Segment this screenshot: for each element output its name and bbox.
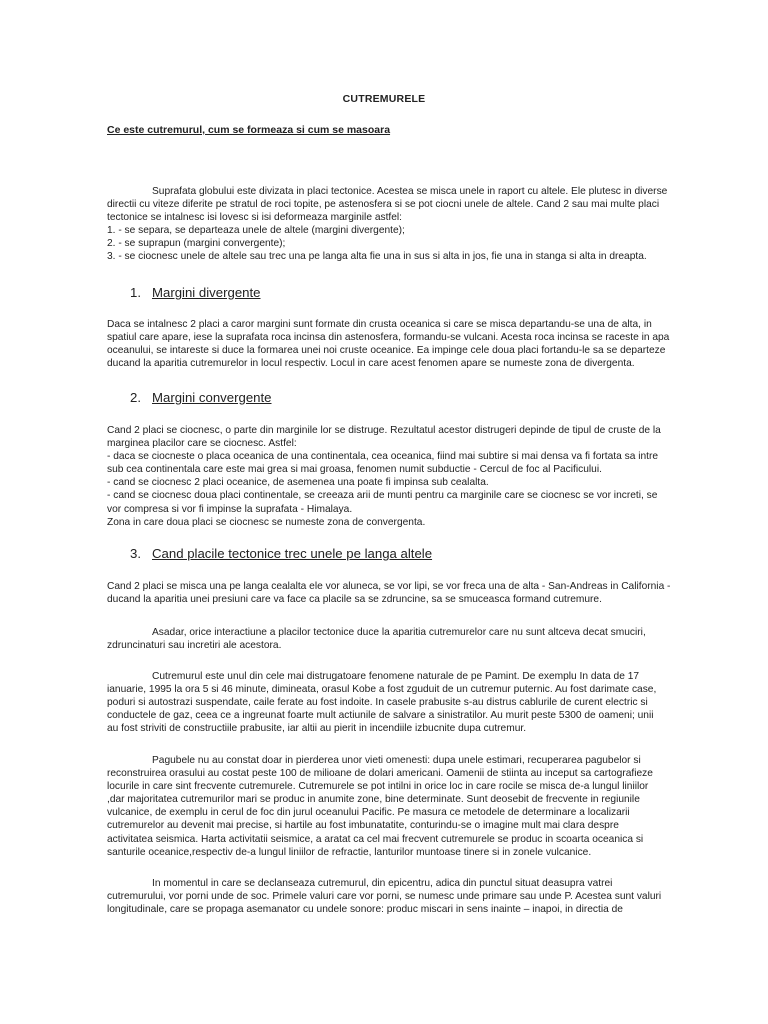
section-title: Margini convergente — [152, 390, 272, 405]
section-number: 3. — [130, 546, 141, 561]
text-line: tectonice se intalnesc isi lovesc si isi deformeaza marginile astfel: — [107, 212, 402, 224]
paragraph — [107, 877, 692, 916]
text-line: ducand la aparitia unei presiuni care va face ca placile sa se zdruncine, sa se smuceasca formand cutremure. — [107, 594, 602, 606]
list-item: 2. - se suprapun (margini convergente); — [107, 238, 286, 250]
text-line: au fost striviti de constructiile prabusite, iar altii au pierit in incendiile izbucnite dupa cutremur. — [107, 723, 527, 735]
text-line: activitatea seismica. Harta activitatii seismice, a aratat ca cel mai frecvent cutremurele se produc in scoarta oceanica si — [107, 833, 644, 845]
text-line: conductele de gaz, ceea ce a ingreunat foarte mult actiunile de salvare a sinistratilor. Au murit peste 5300 de oameni; unii — [107, 710, 654, 722]
section-title: Margini divergente — [152, 285, 261, 300]
document-subtitle: Ce este cutremurul, cum se formeaza si cum se masoara — [107, 124, 391, 136]
text-line: poduri si autostrazi suspendate, caile ferate au fost indoite. In casele prabusite s-au distrus cablurile de curent electric si — [107, 697, 648, 709]
text-line: Zona in care doua placi se ciocnesc se numeste zona de convergenta. — [107, 516, 426, 528]
section-title: Cand placile tectonice trec unele pe langa altele — [152, 546, 433, 561]
text-line: longitudinale, care se propaga asemanator cu undele sonore: produc miscari in sens inainte – inapoi, in directia de — [107, 904, 623, 916]
text-line: ianuarie, 1995 la ora 5 si 46 minute, dimineata, orasul Kobe a fost zguduit de un cutremur puternic. Au fost darimate case, — [107, 684, 657, 696]
text-line: vor compresa si vor fi impinse la suprafata - Himalaya. — [107, 503, 353, 515]
section-body — [107, 424, 692, 529]
text-line: sub cea continentala care este mai grea si mai groasa, fenomen numit subductie - Cercul de foc al Pacificului. — [107, 464, 602, 476]
intro-paragraph — [107, 185, 692, 264]
text-line: vulcanice, de exemplu in cerul de foc din jurul oceanului Pacific. Pe masura ce metodele de determinare a localizarii — [107, 807, 630, 819]
list-item: 1. - se separa, se departeaza unele de altele (margini divergente); — [107, 225, 405, 237]
text-line: ducand la aparitia cutremurelor in locul respectiv. Locul in care acest fenomen apare se numeste zona de divergenta. — [107, 358, 635, 370]
text-line: locurile in care sint frecvente cutremurele. Cutremurele se pot intilni in orice loc in care rocile se misca de-a lungul liniilor — [107, 781, 649, 793]
text-line: - daca se ciocneste o placa oceanica de una continentala, cea oceanica, fiind mai subtire si mai densa va fi fortata sa intre — [107, 451, 659, 463]
section-heading — [130, 285, 261, 300]
text-line: reconstruirea orasului au costat peste 100 de milioane de dolari americani. Oamenii de stiinta au inceput sa cartografieze — [107, 768, 653, 780]
document-title: CUTREMURELE — [342, 93, 426, 105]
section-heading — [130, 546, 432, 561]
section-body — [107, 580, 692, 606]
text-line: Cand 2 placi se ciocnesc, o parte din marginile lor se distruge. Rezultatul acestor distrugeri depinde de tipul de cruste de la — [107, 425, 661, 436]
paragraph — [107, 670, 692, 735]
text-line: In momentul in care se declanseaza cutremurul, din epicentru, adica din punctul situat deasupra vatrei — [152, 878, 613, 889]
text-line: santurile oceanice,respectiv de-a lungul liniilor de refractie, lanturilor muntoase tinere si in zonele vulcanice. — [107, 846, 592, 858]
text-line: ,dar majoritatea cutremurilor mari se produc in anumite zone, bine determinate. Sunt deosebit de frecvente in regiunile — [107, 794, 640, 806]
paragraph — [107, 754, 692, 859]
text-line: cutremurelor au devenit mai precise, si hartile au fost imbunatatite, conturindu-se o imagine mult mai clara despre — [107, 820, 619, 832]
section-heading — [130, 390, 272, 405]
section-number: 2. — [130, 390, 141, 405]
text-line: Suprafata globului este divizata in placi tectonice. Acestea se misca unele in raport cu altele. Ele plutesc in diverse — [152, 186, 668, 197]
section-body — [107, 318, 692, 370]
text-line: spatiul care apare, iese la suprafata roca incinsa din astenosfera, formandu-se vulcani. Acesta roca incinsa se raceste in apa — [107, 332, 670, 344]
text-line: - cand se ciocnesc 2 placi oceanice, de asemenea una poate fi impinsa sub cealalta. — [107, 477, 489, 489]
list-item: 3. - se ciocnesc unele de altele sau trec una pe langa alta fie una in sus si alta in jos, fie una in stanga si alta in dreapta. — [107, 251, 647, 263]
text-line: oceanului, se intareste si duce la formarea unei noi cruste oceanice. Ea impinge cele doua placi fortandu-le sa se departeze — [107, 345, 666, 357]
text-line: Cand 2 placi se misca una pe langa cealalta ele vor aluneca, se vor lipi, se vor freca una de alta - San-Andreas in California - — [107, 581, 671, 592]
text-line: Daca se intalnesc 2 placi a caror margini sunt formate din crusta oceanica si care se misca departandu-se una de alta, in — [107, 319, 652, 330]
text-line: marginea placilor care se ciocnesc. Astfel: — [107, 438, 297, 450]
text-line: zdruncinaturi sau incretiri ale acestora. — [107, 640, 282, 652]
section-number: 1. — [130, 285, 141, 300]
text-line: Pagubele nu au constat doar in pierderea unor vieti omenesti: dupa unele estimari, recuperarea pagubelor si — [152, 755, 641, 766]
text-line: directii cu viteze diferite pe stratul de roci topite, pe astenosfera si se pot ciocni unele de altele. Cand 2 sau mai multe placi — [107, 199, 660, 211]
text-line: - cand se ciocnesc doua placi continentale, se creeaza arii de munti pentru ca marginile care se ciocnesc se vor increti, se — [107, 490, 658, 502]
text-line: cutremurului, vor porni unde de soc. Primele valuri care vor porni, se numesc unde primare sau unde P. Acestea sunt valuri — [107, 891, 662, 903]
text-line: Asadar, orice interactiune a placilor tectonice duce la aparitia cutremurelor care nu sunt altceva decat smuciri, — [152, 627, 646, 638]
paragraph — [107, 626, 692, 652]
text-line: Cutremurul este unul din cele mai distrugatoare fenomene naturale de pe Pamint. De exemplu In data de 17 — [152, 671, 640, 682]
